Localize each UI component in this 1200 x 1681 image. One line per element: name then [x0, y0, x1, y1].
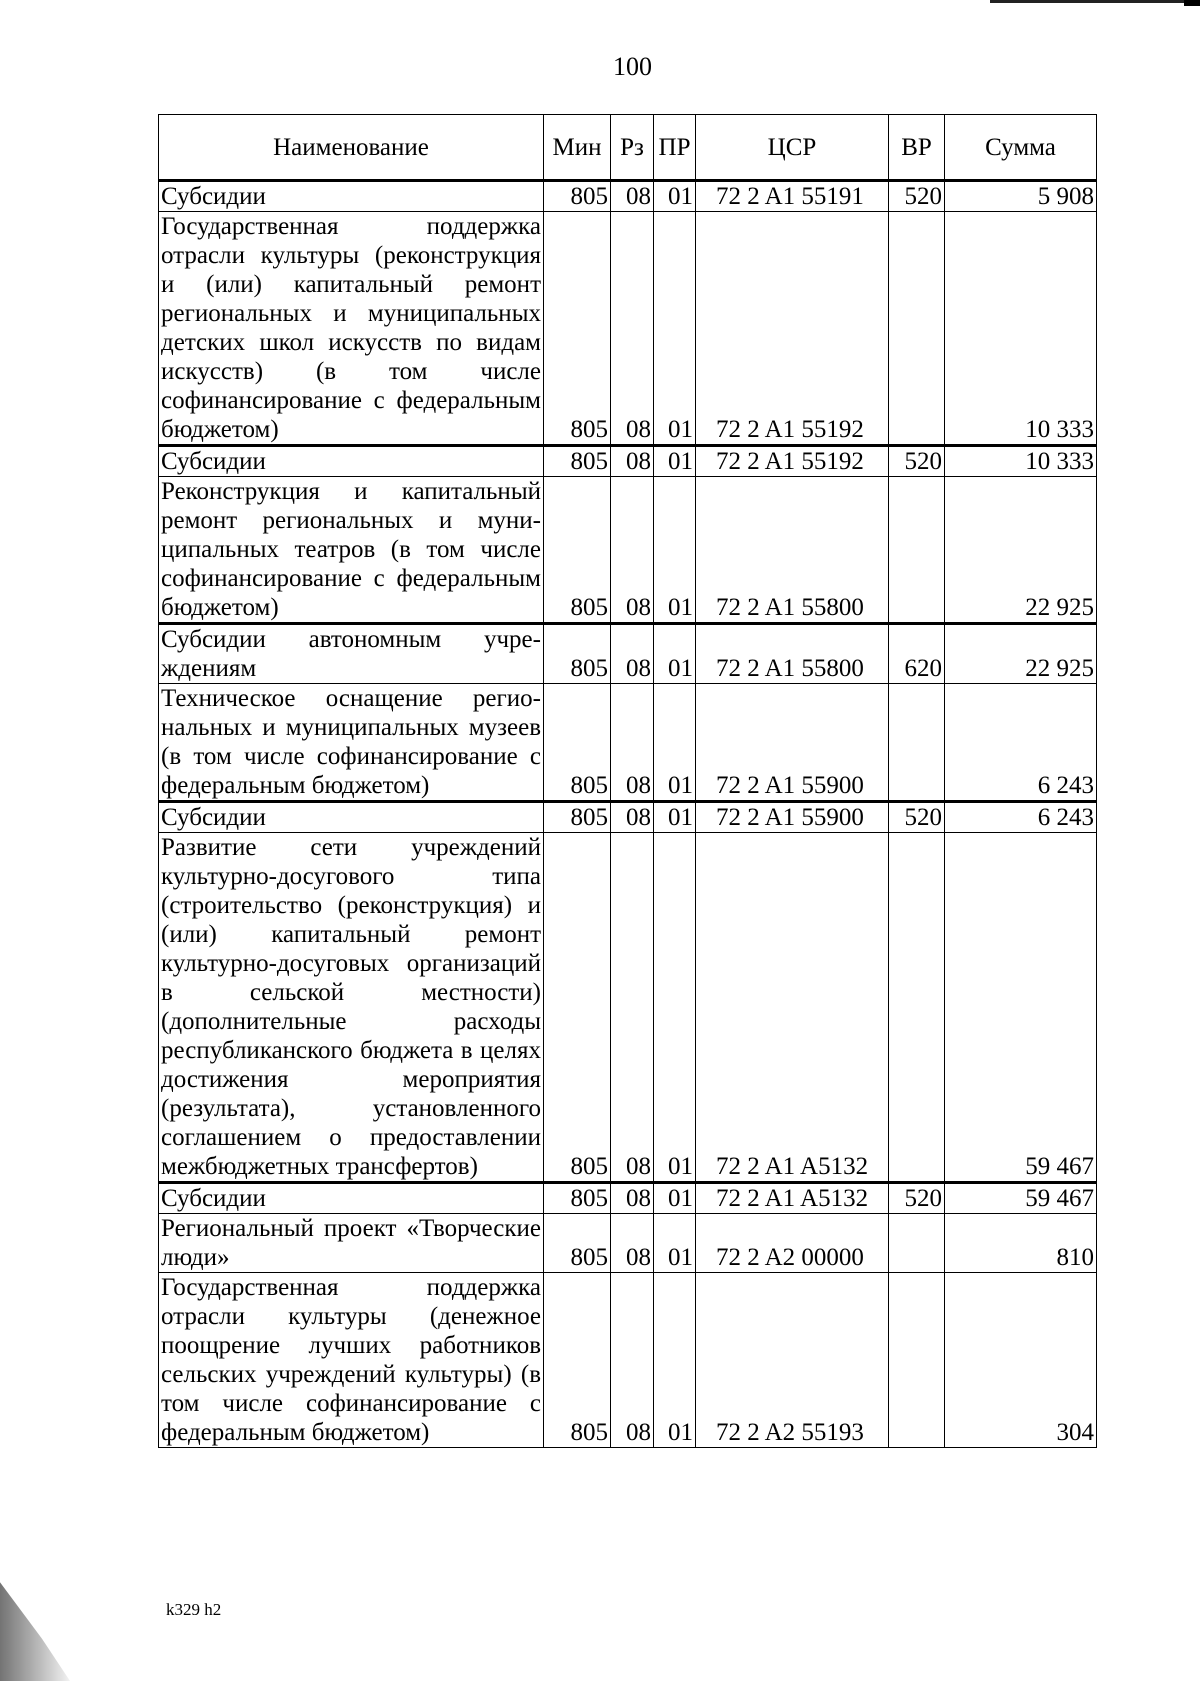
row-pr: 01	[654, 1183, 696, 1214]
table-row	[159, 1183, 1097, 1214]
table-row	[159, 477, 1097, 624]
row-pr: 01	[654, 446, 696, 477]
row-rz: 08	[611, 212, 654, 446]
row-min: 805	[544, 1273, 611, 1448]
row-csr: 72 2 A1 55800	[696, 477, 889, 624]
row-csr: 72 2 A2 00000	[696, 1214, 889, 1273]
row-csr: 72 2 A1 55191	[696, 181, 889, 212]
row-min: 805	[544, 1183, 611, 1214]
row-name: Субсидии	[159, 181, 544, 212]
row-rz: 08	[611, 181, 654, 212]
row-min: 805	[544, 181, 611, 212]
row-name: Реконструкция и капитальный ремонт региональных и муниципальных театров (в том числе софинансирование с федеральным бюджетом)	[159, 477, 544, 624]
scan-edge-artifact	[0, 1540, 70, 1681]
row-rz: 08	[611, 624, 654, 684]
row-rz: 08	[611, 477, 654, 624]
row-pr: 01	[654, 1214, 696, 1273]
row-rz: 08	[611, 1214, 654, 1273]
header-sum: Сумма	[945, 115, 1097, 181]
row-min: 805	[544, 624, 611, 684]
row-vr	[889, 833, 945, 1183]
table-header-row	[159, 115, 1097, 181]
row-sum: 22 925	[945, 477, 1097, 624]
row-name: Развитие сети учреждений культурно-досугового типа (строительство (реконструкция) и (или) капитальный ремонт культурно-досуговых организаций в сельской местности) (дополнительные расходы республиканского бюджета в целях достижения мероприятия (результата), установленного соглашением о предоставлении межбюджетных трансфертов)	[159, 833, 544, 1183]
row-sum: 59 467	[945, 1183, 1097, 1214]
row-min: 805	[544, 684, 611, 802]
table-row	[159, 1273, 1097, 1448]
header-vr: ВР	[889, 115, 945, 181]
row-vr	[889, 1214, 945, 1273]
row-pr: 01	[654, 181, 696, 212]
row-vr: 520	[889, 181, 945, 212]
row-vr: 520	[889, 446, 945, 477]
row-sum: 304	[945, 1273, 1097, 1448]
row-vr: 520	[889, 802, 945, 833]
table-row	[159, 624, 1097, 684]
table-row	[159, 1214, 1097, 1273]
row-vr	[889, 212, 945, 446]
row-sum: 59 467	[945, 833, 1097, 1183]
row-min: 805	[544, 1214, 611, 1273]
row-name: Региональный проект «Творческие люди»	[159, 1214, 544, 1273]
header-min: Мин	[544, 115, 611, 181]
row-sum: 6 243	[945, 684, 1097, 802]
row-name: Государственная поддержка отрасли культуры (денежное поощрение лучших работников сельских учреждений культуры) (в том числе софинансирование с федеральным бюджетом)	[159, 1273, 544, 1448]
row-name: Субсидии	[159, 446, 544, 477]
row-name: Субсидии	[159, 802, 544, 833]
row-vr	[889, 684, 945, 802]
row-name: Техническое оснащение региональных и муниципальных музеев (в том числе софинансирование с федеральным бюджетом)	[159, 684, 544, 802]
table-row	[159, 833, 1097, 1183]
header-csr: ЦСР	[696, 115, 889, 181]
row-csr: 72 2 A1 55900	[696, 802, 889, 833]
budget-table	[158, 114, 1097, 1448]
table-row	[159, 446, 1097, 477]
row-rz: 08	[611, 684, 654, 802]
row-pr: 01	[654, 477, 696, 624]
row-name: Субсидии	[159, 1183, 544, 1214]
row-rz: 08	[611, 1273, 654, 1448]
row-sum: 10 333	[945, 212, 1097, 446]
row-vr	[889, 477, 945, 624]
row-pr: 01	[654, 684, 696, 802]
row-vr: 520	[889, 1183, 945, 1214]
row-rz: 08	[611, 802, 654, 833]
row-sum: 10 333	[945, 446, 1097, 477]
header-pr: ПР	[654, 115, 696, 181]
row-pr: 01	[654, 802, 696, 833]
row-min: 805	[544, 833, 611, 1183]
row-pr: 01	[654, 212, 696, 446]
row-name: Субсидии автономным учреждениям	[159, 624, 544, 684]
footer-code: k329 h2	[166, 1600, 222, 1619]
table-row	[159, 684, 1097, 802]
row-csr: 72 2 A1 55192	[696, 446, 889, 477]
row-min: 805	[544, 802, 611, 833]
scan-top-rule	[990, 0, 1200, 3]
row-csr: 72 2 A2 55193	[696, 1273, 889, 1448]
scan-top-mark	[1184, 0, 1200, 6]
row-sum: 5 908	[945, 181, 1097, 212]
row-csr: 72 2 A1 55192	[696, 212, 889, 446]
row-pr: 01	[654, 833, 696, 1183]
row-rz: 08	[611, 446, 654, 477]
row-rz: 08	[611, 833, 654, 1183]
row-pr: 01	[654, 624, 696, 684]
row-sum: 810	[945, 1214, 1097, 1273]
row-sum: 22 925	[945, 624, 1097, 684]
header-rz: Рз	[611, 115, 654, 181]
row-name: Государственная поддержка отрасли культуры (реконструкция и (или) капитальный ремонт региональных и муниципальных детских школ искусств по видам искусств) (в том числе софинансирование с федеральным бюджетом)	[159, 212, 544, 446]
row-vr: 620	[889, 624, 945, 684]
page-number: 100	[613, 52, 652, 81]
row-sum: 6 243	[945, 802, 1097, 833]
row-csr: 72 2 A1 55800	[696, 624, 889, 684]
row-pr: 01	[654, 1273, 696, 1448]
row-min: 805	[544, 477, 611, 624]
row-csr: 72 2 A1 55900	[696, 684, 889, 802]
row-csr: 72 2 A1 A5132	[696, 833, 889, 1183]
row-min: 805	[544, 212, 611, 446]
row-rz: 08	[611, 1183, 654, 1214]
row-csr: 72 2 A1 A5132	[696, 1183, 889, 1214]
table-row	[159, 181, 1097, 212]
table-row	[159, 802, 1097, 833]
table-row	[159, 212, 1097, 446]
row-vr	[889, 1273, 945, 1448]
row-min: 805	[544, 446, 611, 477]
header-name: Наименование	[159, 115, 544, 181]
